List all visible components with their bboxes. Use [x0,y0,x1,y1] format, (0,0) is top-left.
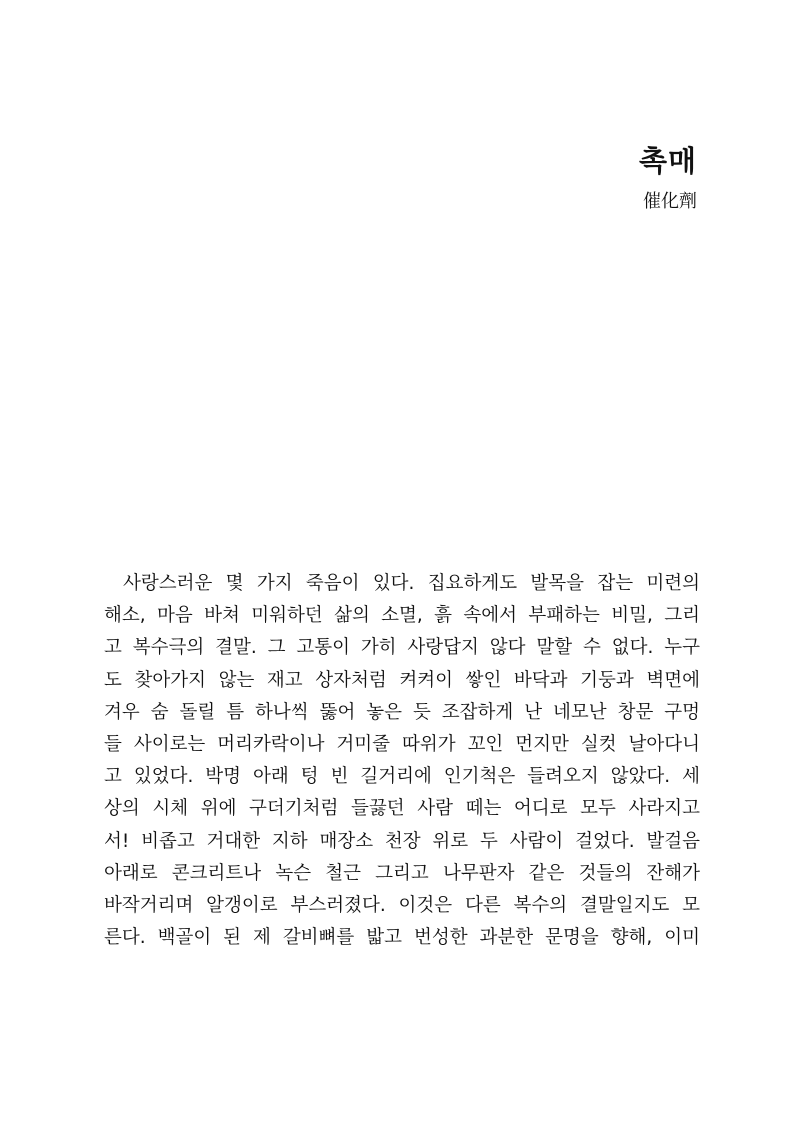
text-line: 겨우 숨 돌릴 틈 하나씩 뚫어 놓은 듯 조잡하게 난 네모난 창문 구멍 [104,701,700,723]
text-line: 서! 비좁고 거대한 지하 매장소 천장 위로 두 사람이 걸었다. 발걸음 [104,830,700,852]
text-line: 고 있었다. 박명 아래 텅 빈 길거리에 인기척은 들려오지 않았다. 세 [104,766,700,788]
text-line: 들 사이로는 머리카락이나 거미줄 따위가 꼬인 먼지만 실컷 날아다니 [104,733,700,755]
body-paragraph [104,568,700,954]
chapter-title: 촉매 [638,144,697,178]
text-line: 아래로 콘크리트나 녹슨 철근 그리고 나무판자 같은 것들의 잔해가 [104,862,700,884]
text-line: 도 찾아가지 않는 재고 상자처럼 켜켜이 쌓인 바닥과 기둥과 벽면에 [104,669,700,691]
chapter-subtitle: 催化劑 [643,191,697,212]
text-line: 사랑스러운 몇 가지 죽음이 있다. 집요하게도 발목을 잡는 미련의 [123,573,700,594]
text-line: 고 복수극의 결말. 그 고통이 가히 사랑답지 않다 말할 수 없다. 누구 [104,637,700,659]
text-line: 바작거리며 알갱이로 부스러졌다. 이것은 다른 복수의 결말일지도 모 [104,894,700,916]
text-line: 른다. 백골이 된 제 갈비뼈를 밟고 번성한 과분한 문명을 향해, 이미 [104,927,700,949]
text-line: 해소, 마음 바쳐 미워하던 삶의 소멸, 흙 속에서 부패하는 비밀, 그리 [104,605,700,627]
text-line: 상의 시체 위에 구더기처럼 들끓던 사람 떼는 어디로 모두 사라지고 [104,798,700,820]
